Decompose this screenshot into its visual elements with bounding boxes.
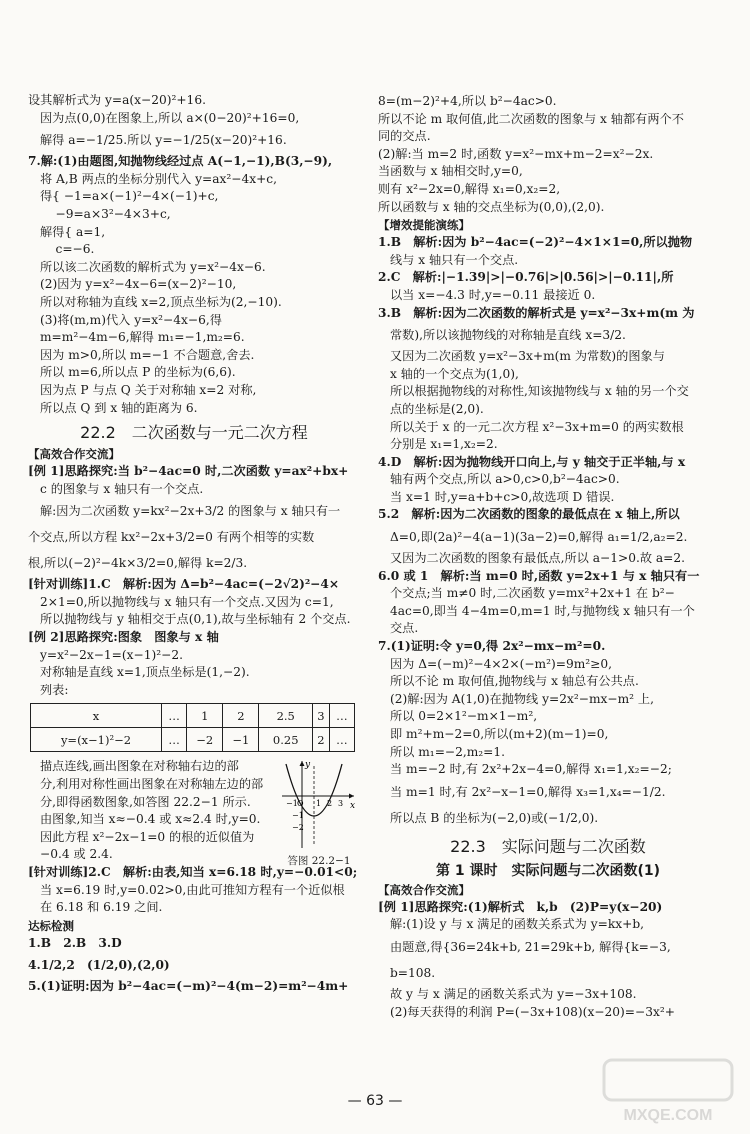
text-line: 设其解析式为 y=a(x−20)²+16. (28, 93, 206, 107)
text-line: 列表: (40, 682, 69, 697)
text-line: (3)将(m,m)代入 y=x²−4x−6,得 (40, 312, 222, 327)
text-line: 6.0 或 1 解析:当 m=0 时,函数 y=2x+1 与 x 轴只有一 (378, 568, 700, 583)
text-line: 2.C 解析:|−1.39|>|−0.76|>|0.56|>|−0.11|,所 (378, 270, 674, 285)
text-line: 根,所以(−2)²−4k×3/2=0,解得 k=2/3. (28, 556, 248, 571)
text-line: 所以根据抛物线的对称性,知该抛物线与 x 轴的另一个交 (390, 384, 689, 399)
lesson-title: 第 1 课时 实际问题与二次函数(1) (435, 862, 661, 879)
value-table (30, 703, 355, 752)
text-line: 点的坐标是(2,0). (390, 401, 484, 416)
table-cell: 3 (313, 704, 330, 728)
text-line: 所以点 B 的坐标为(−2,0)或(−1/2,0). (390, 810, 599, 825)
text-line: 分别是 x₁=1,x₂=2. (390, 437, 498, 452)
text-line: 4.1/2,2 (1/2,0),(2,0) (28, 958, 170, 973)
text-line: 5.2 解析:因为二次函数的图象的最低点在 x 轴上,所以 (378, 507, 680, 522)
section-tag: 【高效合作交流】 (378, 882, 470, 897)
text-line: 轴有两个交点,所以 a>0,c>0,b²−4ac>0. (390, 472, 620, 487)
text-line: [例 1]思路探究:(1)解析式 k,b (2)P=y(x−20) (378, 899, 663, 914)
text-line: 描点连线,画出图象在对称轴右边的部 (40, 759, 239, 774)
text-line: 所以该二次函数的解析式为 y=x²−4x−6. (40, 259, 266, 274)
text-line: 以当 x=−4.3 时,y=−0.11 最接近 0. (390, 287, 596, 302)
table-cell: −2 (187, 728, 223, 752)
table-cell: 1 (187, 704, 223, 728)
table-cell: 2.5 (259, 704, 313, 728)
section-tag: 【高效合作交流】 (28, 447, 120, 462)
text-line: 因此方程 x²−2x−1=0 的根的近似值为 (40, 829, 255, 844)
text-line: 1.B 解析:因为 b²−4ac=(−2)²−4×1×1=0,所以抛物 (378, 235, 693, 250)
section-title: 22.2 二次函数与一元二次方程 (80, 423, 308, 443)
text-line: 则有 x²−2x=0,解得 x₁=0,x₂=2, (378, 181, 561, 196)
table-cell: 2 (223, 704, 259, 728)
text-line: 4ac=0,即当 4−4m=0,m=1 时,与抛物线 x 轴只有一个 (390, 603, 695, 618)
graph-block (28, 758, 360, 868)
table-cell: 2 (313, 728, 330, 752)
text-line: 所以不论 m 取何值,此二次函数的图象与 x 轴都有两个不 (378, 111, 684, 126)
section-tag: 【增效提能演练】 (378, 218, 470, 233)
text-line: 7.(1)证明:令 y=0,得 2x²−mx−m²=0. (378, 639, 606, 654)
text-line: 5.(1)证明:因为 b²−4ac=(−m)²−4(m−2)=m²−4m+ (28, 979, 349, 994)
text-line: (2)解:当 m=2 时,函数 y=x²−mx+m−2=x²−2x. (378, 146, 654, 161)
text-line: 由图象,知当 x≈−0.4 或 x≈2.4 时,y=0. (40, 812, 261, 827)
svg-text:3: 3 (338, 799, 344, 809)
section-tag: 达标检测 (28, 918, 74, 933)
text-line: 4.D 解析:因为抛物线开口向上,与 y 轴交于正半轴,与 x (378, 454, 686, 469)
text-line: 解得 a=−1/25.所以 y=−1/25(x−20)²+16. (40, 133, 287, 148)
text-line: 故 y 与 x 满足的函数关系式为 y=−3x+108. (390, 986, 637, 1001)
text-line: x 轴的一个交点为(1,0), (390, 366, 519, 381)
text-line: (2)每天获得的利润 P=(−3x+108)(x−20)=−3x²+ (390, 1004, 675, 1019)
text-line: Δ=0,即(2a)²−4(a−1)(3a−2)=0,解得 a₁=1/2,a₂=2. (390, 530, 688, 545)
right-column (378, 93, 718, 1021)
text-line: [例 1]思路探究:当 b²−4ac=0 时,二次函数 y=ax²+bx+ (28, 464, 349, 479)
text-line: 所以点 Q 到 x 轴的距离为 6. (40, 400, 198, 415)
text-line: 对称轴是直线 x=1,顶点坐标是(1,−2). (40, 665, 250, 680)
text-line: 当 x=1 时,y=a+b+c>0,故选项 D 错误. (390, 489, 615, 504)
text-line: 当 x=6.19 时,y=0.02>0,由此可推知方程有一个近似根 (40, 882, 345, 897)
text-line: 得{ −1=a×(−1)²−4×(−1)+c, (40, 189, 219, 204)
text-line: (2)因为 y=x²−4x−6=(x−2)²−10, (40, 277, 237, 292)
svg-text:x: x (350, 801, 356, 812)
text-line: 7.解:(1)由题图,知抛物线经过点 A(−1,−1),B(3,−9), (28, 154, 333, 169)
text-line: 因为 m>0,所以 m=−1 不合题意,舍去. (40, 347, 255, 362)
text-line: 所以对称轴为直线 x=2,顶点坐标为(2,−10). (40, 294, 282, 309)
table-cell: y=(x−1)²−2 (31, 728, 162, 752)
text-line: [针对训练]2.C 解析:由表,知当 x=6.18 时,y=−0.01<0; (28, 865, 358, 879)
text-line: 所以 m=6,所以点 P 的坐标为(6,6). (40, 365, 236, 380)
text-line: c=−6. (40, 242, 95, 257)
text-line: 解得{ a=1, (40, 224, 106, 239)
svg-text:1: 1 (316, 799, 322, 809)
text-line: 所以关于 x 的一元二次方程 x²−3x+m=0 的两实数根 (390, 419, 684, 434)
text-line: −9=a×3²−4×3+c, (40, 206, 171, 221)
text-line: 分,即得函数图象,如答图 22.2−1 所示. (40, 794, 251, 809)
text-line: 当函数与 x 轴相交时,y=0, (378, 164, 523, 179)
text-line: 解:(1)设 y 与 x 满足的函数关系式为 y=kx+b, (390, 917, 644, 932)
text-line: 所以不论 m 取何值,抛物线与 x 轴总有公共点. (390, 674, 639, 689)
text-line: 所以 0=2×1²−m×1−m², (390, 709, 538, 724)
text-line: 1.B 2.B 3.D (28, 935, 122, 950)
text-line: 个交点,所以方程 kx²−2x+3/2=0 有两个相等的实数 (28, 530, 315, 545)
watermark-logo (598, 1056, 738, 1126)
table-cell: … (329, 728, 354, 752)
text-line: 同的交点. (378, 129, 431, 144)
table-cell: … (329, 704, 354, 728)
text-line: 因为点 P 与点 Q 关于对称轴 x=2 对称, (40, 382, 257, 397)
text-line: 所以 m₁=−2,m₂=1. (390, 744, 506, 759)
text-line: −0.4 或 2.4. (40, 847, 113, 862)
table-cell: … (162, 704, 187, 728)
text-line: 因为 Δ=(−m)²−4×2×(−m²)=9m²≥0, (390, 656, 612, 671)
text-line: [针对训练]1.C 解析:因为 Δ=b²−4ac=(−2√2)²−4× (28, 577, 340, 592)
figure-caption: 答图 22.2−1 (287, 855, 351, 868)
text-line: 所以抛物线与 y 轴相交于点(0,1),故与坐标轴有 2 个交点. (40, 612, 351, 627)
svg-text:MXQE.COM: MXQE.COM (623, 1107, 713, 1124)
text-line: 所以函数与 x 轴的交点坐标为(0,0),(2,0). (378, 199, 605, 214)
svg-text:−2: −2 (292, 823, 304, 833)
parabola-figure (280, 758, 358, 868)
text-line: 个交点;当 m≠0 时,二次函数 y=mx²+2x+1 在 b²− (390, 586, 675, 601)
table-cell: −1 (223, 728, 259, 752)
text-line: m=m²−4m−6,解得 m₁=−1,m₂=6. (40, 330, 245, 345)
text-line: 又因为二次函数的图象有最低点,所以 a−1>0.故 a=2. (390, 551, 685, 566)
text-line: 因为点(0,0)在图象上,所以 a×(0−20)²+16=0, (40, 110, 300, 125)
parabola-graph (280, 758, 358, 850)
text-line: 2×1=0,所以抛物线与 x 轴只有一个交点.又因为 c=1, (40, 594, 334, 609)
table-cell: 0.25 (259, 728, 313, 752)
table-cell: … (162, 728, 187, 752)
left-column (28, 92, 360, 996)
text-line: 交点. (390, 621, 419, 636)
table-cell: x (31, 704, 162, 728)
text-line: 当 m=1 时,有 2x²−x−1=0,解得 x₃=1,x₄=−1/2. (390, 784, 666, 799)
svg-text:O: O (297, 799, 304, 809)
text-line: 解:因为二次函数 y=kx²−2x+3/2 的图象与 x 轴只有一 (40, 504, 341, 519)
svg-text:2: 2 (327, 799, 333, 809)
text-line: 将 A,B 两点的坐标分别代入 y=ax²−4x+c, (40, 171, 278, 186)
text-line: 当 m=−2 时,有 2x²+2x−4=0,解得 x₁=1,x₂=−2; (390, 762, 672, 777)
text-line: 又因为二次函数 y=x²−3x+m(m 为常数)的图象与 (390, 349, 665, 364)
svg-text:y: y (305, 760, 311, 771)
text-line: 由题意,得{36=24k+b, 21=29k+b, 解得{k=−3, b=108. (390, 939, 675, 980)
text-line: 即 m²+m−2=0,所以(m+2)(m−1)=0, (390, 727, 609, 741)
text-line: [例 2]思路探究:图象 图象与 x 轴 (28, 630, 219, 645)
text-line: (2)解:因为 A(1,0)在抛物线 y=2x²−mx−m² 上, (390, 691, 654, 706)
text-line: 在 6.18 和 6.19 之间. (40, 900, 163, 915)
svg-text:−1: −1 (286, 799, 298, 809)
table-row (31, 728, 355, 752)
page-number: — 63 — (347, 1093, 403, 1109)
svg-text:−1: −1 (292, 811, 304, 821)
text-line: 8=(m−2)²+4,所以 b²−4ac>0. (378, 94, 557, 108)
text-line: 常数),所以该抛物线的对称轴是直线 x=3/2. (390, 328, 626, 343)
section-title: 22.3 实际问题与二次函数 (450, 836, 646, 856)
text-line: y=x²−2x−1=(x−1)²−2. (40, 647, 183, 662)
text-line: 分,利用对称性画出图象在对称轴左边的部 (40, 777, 264, 792)
text-line: 3.B 解析:因为二次函数的解析式是 y=x²−3x+m(m 为 (378, 305, 695, 320)
text-line: 线与 x 轴只有一个交点. (390, 252, 519, 267)
table-row (31, 704, 355, 728)
text-line: c 的图象与 x 轴只有一个交点. (40, 481, 204, 496)
